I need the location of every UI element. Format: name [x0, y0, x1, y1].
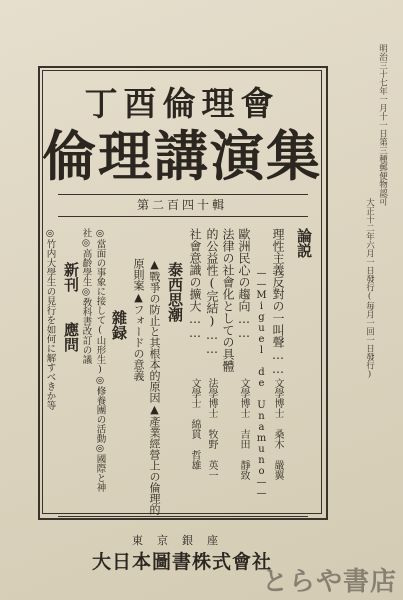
toc-entry: ◎竹内大學生の見行を如何に解すべきか等	[44, 228, 56, 410]
bottom-rule	[58, 516, 308, 517]
toc-entry: ——Miguel de Unamuno——	[256, 268, 267, 499]
publisher-name: 大日本圖書株式會社	[91, 551, 272, 573]
shop-watermark: とらや書店	[261, 567, 397, 597]
toc-author: 文學博士 桑木 嚴翼	[272, 378, 283, 480]
publication-date: 大正十二年六月一日發行(毎月一回一日發行)	[364, 198, 375, 380]
postal-registration: 明治三十七年一月十一日第三種郵便物認可	[377, 44, 388, 206]
section-taisei-shicho: 泰西思潮	[166, 262, 184, 322]
toc-entry: ◎當面の事象に接して(山形生)◎修養團の活動◎國際と神	[94, 228, 106, 492]
main-title: 倫理講演集	[42, 124, 322, 188]
publisher-location: 東京銀座	[132, 534, 232, 547]
toc-entry: 歐洲民心の趨向……	[237, 228, 251, 340]
society-name: 丁酉倫理會	[84, 84, 280, 123]
issue-rule	[58, 216, 308, 217]
toc-entry: 原則案▲フォードの意義	[132, 258, 145, 381]
section-toumon: 應問	[62, 322, 80, 352]
toc-entry: 法律の社會化としての具體	[221, 228, 235, 372]
section-shinkan: 新刊	[62, 262, 80, 292]
toc-author: 法學博士 牧野 英一	[206, 378, 217, 480]
toc-entry: 社會意識の擴大……	[188, 228, 202, 340]
section-ronsetsu: 論説	[295, 228, 313, 258]
section-zatsuroku: 雜録	[110, 310, 128, 340]
toc-entry: 社◎高齡學生◎敎科書改訂の議	[80, 228, 92, 364]
toc-entry: 的公益性(完結)……	[205, 228, 219, 356]
toc-entry: 理性主義反對の一叫聲……	[271, 228, 285, 376]
toc-author: 文學博士 吉田 靜致	[238, 378, 249, 480]
toc-author: 文學士 綿貫 哲雄	[189, 378, 200, 470]
issue-number: 第二百四十輯	[136, 198, 227, 212]
title-rule	[58, 194, 308, 195]
toc-entry: ▲戰爭の防止と其根本的原因▲產業經營上の倫理的	[148, 258, 161, 515]
